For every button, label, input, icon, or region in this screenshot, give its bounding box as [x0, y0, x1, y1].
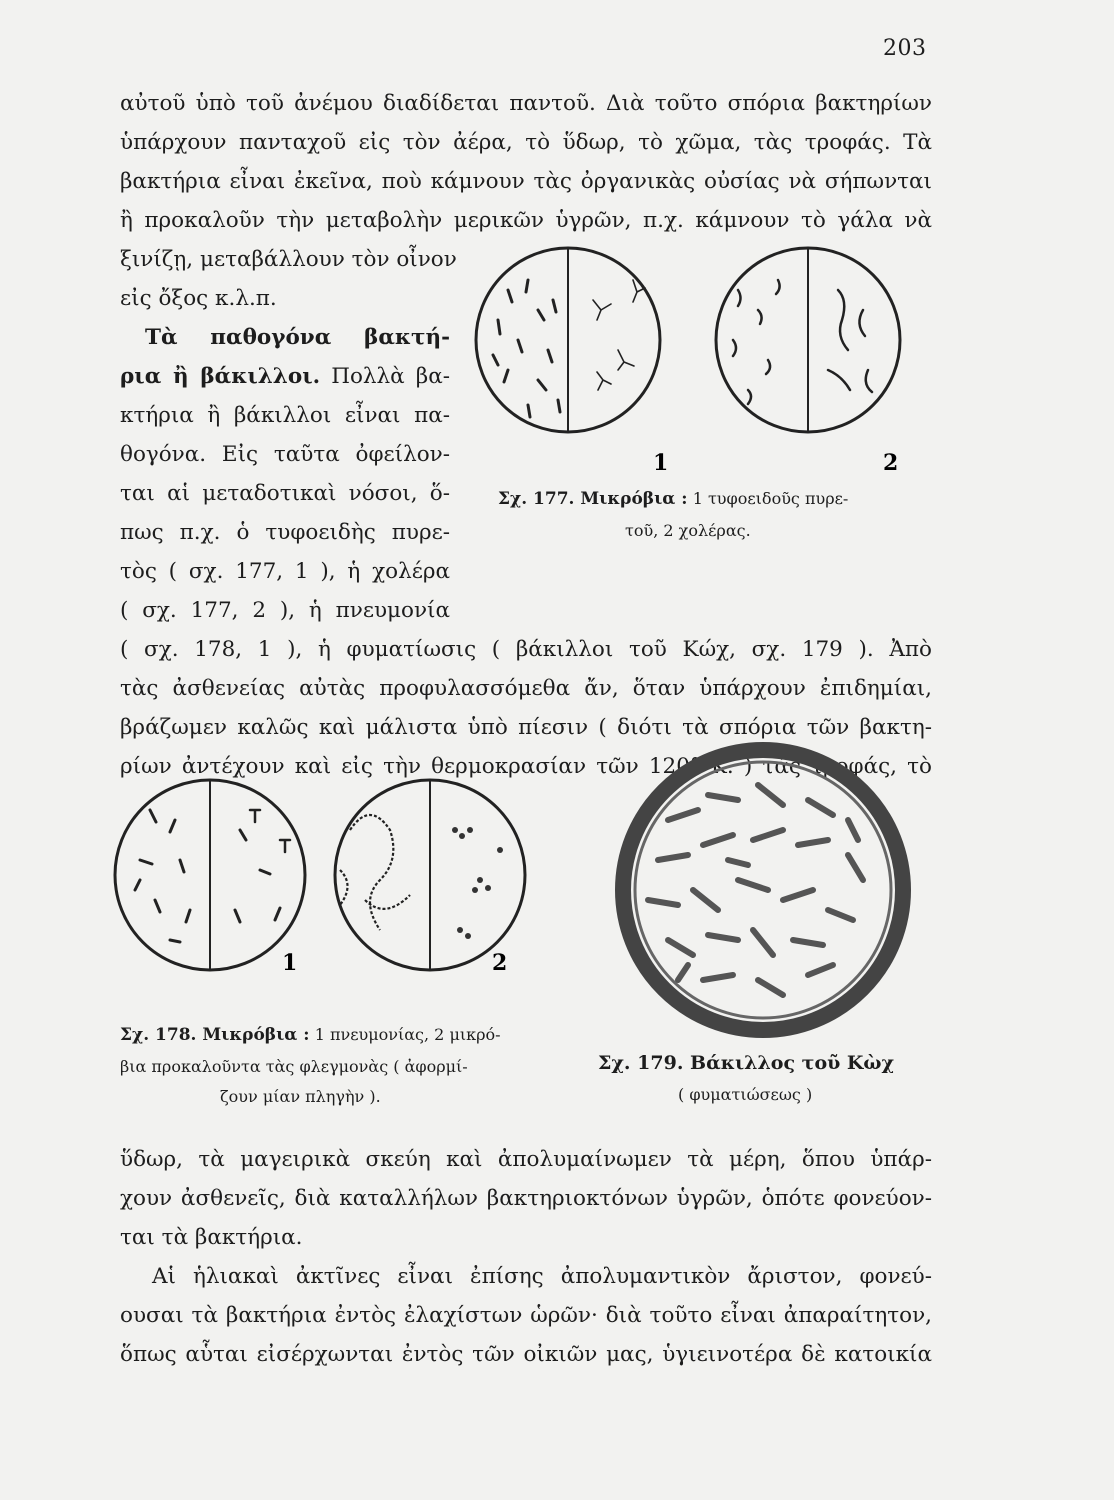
body-text: Πολλὰ βα-: [331, 364, 450, 389]
body-line: βακτήρια εἶναι ἐκεῖνα, ποὺ κάμνουν τὰς ὀργανικὰς οὐσίας νὰ σήπωνται: [120, 169, 932, 194]
body-line: πως π.χ. ὁ τυφοειδὴς πυρε-: [120, 520, 450, 545]
body-line: ( σχ. 177, 2 ), ἡ πνευμονία: [120, 598, 450, 623]
figure-179-caption-cont: ( φυματιώσεως ): [678, 1085, 813, 1104]
figure-179-koch-bacillus: [608, 740, 918, 1040]
section-heading-cont: ρια ἢ βάκιλλοι.: [120, 364, 321, 389]
body-line: τὰς ἀσθενείας αὐτὰς προφυλασσόμεθα ἄν, ὅταν ὑπάρχουν ἐπιδημίαι,: [120, 676, 932, 701]
caption-title: Σχ. 178. Μικρόβια :: [120, 1025, 310, 1045]
figure-label: 2: [883, 450, 899, 476]
body-line: κτήρια ἢ βάκιλλοι εἶναι πα-: [120, 403, 450, 428]
figure-label: 1: [282, 950, 298, 976]
body-line: εἰς ὄξος κ.λ.π.: [120, 286, 277, 311]
figure-177-microbes: [468, 240, 908, 480]
body-line: [120, 363, 450, 391]
body-line: ται τὰ βακτήρια.: [120, 1225, 303, 1250]
figure-178-caption: [120, 1024, 501, 1046]
figure-178-microbes: [110, 770, 530, 990]
body-line: ὕδωρ, τὰ μαγειρικὰ σκεύη καὶ ἀπολυμαίνωμεν τὰ μέρη, ὅπου ὑπάρ-: [120, 1147, 932, 1172]
body-line: ( σχ. 178, 1 ), ἡ φυματίωσις ( βάκιλλοι τοῦ Κώχ, σχ. 179 ). Ἀπὸ: [120, 637, 932, 662]
page-number: 203: [883, 36, 927, 61]
body-line: ξινίζῃ, μεταβάλλουν τὸν οἶνον: [120, 247, 457, 272]
figure-178-caption-cont: βια προκαλοῦντα τὰς φλεγμονὰς ( ἀφορμί-: [120, 1057, 468, 1076]
body-line: Αἱ ἡλιακαὶ ἀκτῖνες εἶναι ἐπίσης ἀπολυμαντικὸν ἄριστον, φονεύ-: [152, 1264, 932, 1289]
body-line: θογόνα. Εἰς ταῦτα ὀφείλον-: [120, 442, 450, 467]
body-line: τὸς ( σχ. 177, 1 ), ἡ χολέρα: [120, 559, 450, 584]
figure-label: 1: [653, 450, 669, 476]
body-line: ἢ προκαλοῦν τὴν μεταβολὴν μερικῶν ὑγρῶν, π.χ. κάμνουν τὸ γάλα νὰ: [120, 208, 932, 233]
figure-177-caption: [498, 488, 848, 510]
caption-title: Σχ. 179. Βάκιλλος τοῦ Κὼχ: [598, 1052, 895, 1074]
body-line: χουν ἀσθενεῖς, διὰ καταλλήλων βακτηριοκτόνων ὑγρῶν, ὁπότε φονεύον-: [120, 1186, 932, 1211]
body-line: ὅπως αὗται εἰσέρχωνται ἐντὸς τῶν οἰκιῶν μας, ὑγιεινοτέρα δὲ κατοικία: [120, 1342, 932, 1367]
figure-label: 2: [492, 950, 508, 976]
caption-title: Σχ. 177. Μικρόβια :: [498, 489, 688, 509]
body-line: ὑπάρχουν πανταχοῦ εἰς τὸν ἀέρα, τὸ ὕδωρ, τὸ χῶμα, τὰς τροφάς. Τὰ: [120, 130, 932, 155]
caption-text: 1 πνευμονίας, 2 μικρό-: [314, 1025, 501, 1044]
body-line: ρίων ἀντέχουν καὶ εἰς τὴν θερμοκρασίαν τῶν 120° Κ. ) τὰς τροφάς, τὸ: [120, 754, 932, 779]
figure-178-caption-cont: ζουν μίαν πληγὴν ).: [220, 1087, 381, 1106]
body-line: αὐτοῦ ὑπὸ τοῦ ἀνέμου διαδίδεται παντοῦ. Διὰ τοῦτο σπόρια βακτηρίων: [120, 91, 932, 116]
body-line: ται αἱ μεταδοτικαὶ νόσοι, ὅ-: [120, 481, 450, 506]
figure-177-caption-cont: τοῦ, 2 χολέρας.: [625, 521, 751, 540]
caption-text: 1 τυφοειδοῦς πυρε-: [692, 489, 849, 508]
figure-179-caption: [598, 1052, 894, 1075]
section-heading: Τὰ παθογόνα βακτή-: [145, 325, 450, 350]
body-line: βράζωμεν καλῶς καὶ μάλιστα ὑπὸ πίεσιν ( διότι τὰ σπόρια τῶν βακτη-: [120, 715, 932, 740]
body-line: ουσαι τὰ βακτήρια ἐντὸς ἐλαχίστων ὡρῶν· διὰ τοῦτο εἶναι ἀπαραίτητον,: [120, 1303, 932, 1328]
